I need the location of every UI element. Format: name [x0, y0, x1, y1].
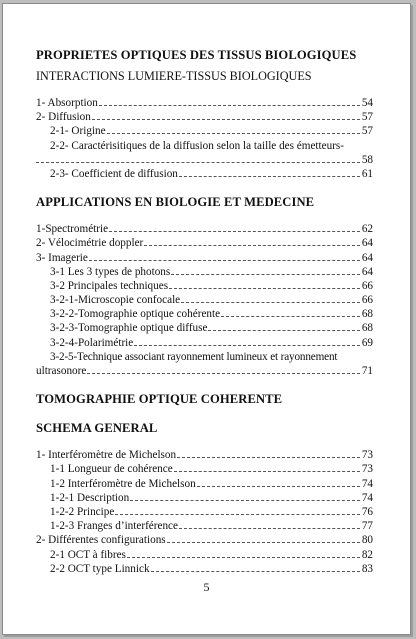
section-subtitle: SCHEMA GENERAL — [36, 421, 158, 436]
toc-entry: 2-2- Caractérisitiques de la diffusion selon la taille des émetteurs- 58 — [36, 139, 373, 167]
toc-entry: 3-2-1-Microscopie confocale 66 — [50, 294, 373, 307]
toc-entry: 3-2-4-Polarimétrie 69 — [50, 336, 373, 349]
toc-entry: 1- Interféromètre de Michelson 73 — [36, 449, 373, 462]
section-title: TOMOGRAPHIE OPTIQUE COHERENTE — [36, 392, 283, 407]
toc-entry: 3-2-2-Tomographie optique cohérente 68 — [50, 308, 373, 321]
toc-entry: 2-2 OCT type Linnick 83 — [50, 562, 373, 575]
toc-group-3 — [36, 448, 373, 576]
toc-entry: 1-2-1 Description 74 — [50, 491, 373, 504]
toc-entry: 1-1 Longueur de cohérence 73 — [50, 463, 373, 476]
table-of-contents — [36, 48, 373, 576]
toc-entry: 2- Vélocimétrie doppler 64 — [36, 237, 373, 250]
toc-entry: 3-2-3-Tomographie optique diffuse 68 — [50, 322, 373, 335]
toc-entry: 3-2-5-Technique associant rayonnement lumineux et rayonnement ultrasonore 71 — [36, 350, 373, 378]
toc-entry: 3-1 Les 3 types de photons 64 — [50, 265, 373, 278]
toc-entry: 1-2 Interféromètre de Michelson 74 — [50, 477, 373, 490]
page-number: 5 — [203, 580, 210, 594]
toc-entry: 2-3- Coefficient de diffusion 61 — [50, 167, 373, 180]
toc-entry: 1- Absorption 54 — [36, 97, 373, 109]
toc-entry: 1-2-3 Franges d’interférence 77 — [50, 520, 373, 533]
toc-group-1 — [36, 96, 373, 181]
section-subtitle: INTERACTIONS LUMIERE-TISSUS BIOLOGIQUES — [36, 69, 312, 83]
toc-entry: 1-2-2 Principe 76 — [50, 505, 373, 518]
toc-entry: 2- Différentes configurations 80 — [36, 534, 373, 547]
section-title: PROPRIETES OPTIQUES DES TISSUS BIOLOGIQUES — [36, 48, 357, 62]
toc-entry: 3-2 Principales techniques 66 — [50, 279, 373, 292]
section-title: APPLICATIONS EN BIOLOGIE ET MEDECINE — [36, 195, 315, 210]
document-page — [2, 3, 411, 635]
toc-group-2 — [36, 222, 373, 378]
toc-entry: 2- Diffusion 57 — [36, 111, 373, 124]
toc-entry: 2-1 OCT à fibres 82 — [50, 548, 373, 561]
toc-entry: 2-1- Origine 57 — [50, 125, 373, 138]
toc-entry: 1-Spectrométrie 62 — [36, 223, 373, 236]
toc-entry: 3- Imagerie 64 — [36, 251, 373, 264]
